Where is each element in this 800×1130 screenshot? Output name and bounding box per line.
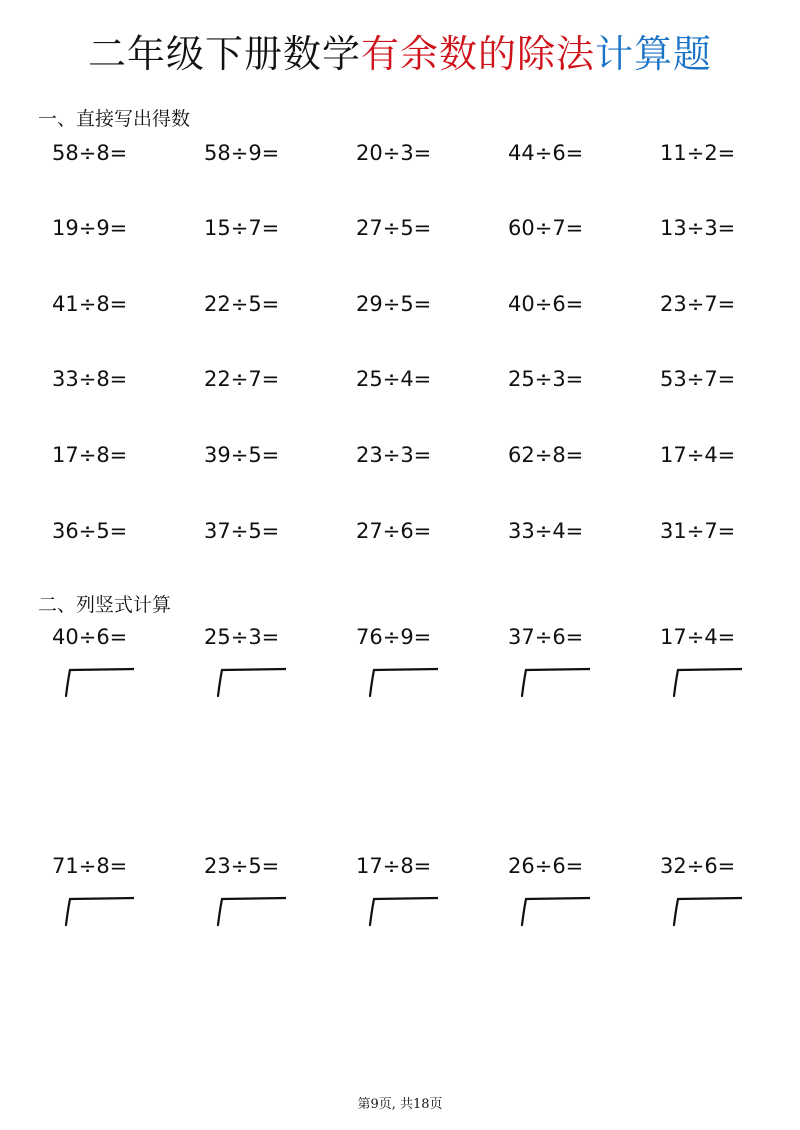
division-problem: 19÷9= <box>52 216 128 240</box>
division-problem: 25÷3= <box>508 367 584 391</box>
division-problem: 40÷6= <box>508 292 584 316</box>
long-division-bracket <box>212 666 284 696</box>
section1-row <box>52 138 772 168</box>
section2-row <box>52 622 772 652</box>
division-problem: 44÷6= <box>508 141 584 165</box>
long-division-bracket <box>516 666 588 696</box>
division-problem: 27÷6= <box>356 519 432 543</box>
division-problem: 36÷5= <box>52 519 128 543</box>
division-problem: 25÷3= <box>204 625 280 649</box>
division-problem: 76÷9= <box>356 625 432 649</box>
division-problem: 39÷5= <box>204 443 280 467</box>
long-division-bracket <box>60 895 132 925</box>
division-problem: 11÷2= <box>660 141 736 165</box>
page-footer: 第9页, 共18页 <box>357 1097 443 1112</box>
section2-row <box>52 851 772 881</box>
division-problem: 27÷5= <box>356 216 432 240</box>
division-problem: 62÷8= <box>508 443 584 467</box>
long-division-bracket <box>212 895 284 925</box>
division-problem: 40÷6= <box>52 625 128 649</box>
division-problem: 31÷7= <box>660 519 736 543</box>
section2-label: 二、列竖式计算 <box>38 594 172 616</box>
division-problem: 22÷5= <box>204 292 280 316</box>
section1-row <box>52 440 772 470</box>
long-division-bracket <box>516 895 588 925</box>
division-problem: 60÷7= <box>508 216 584 240</box>
long-division-bracket <box>364 666 436 696</box>
section1-row <box>52 516 772 546</box>
long-division-bracket <box>364 895 436 925</box>
division-problem: 25÷4= <box>356 367 432 391</box>
division-problem: 32÷6= <box>660 854 736 878</box>
division-problem: 17÷4= <box>660 443 736 467</box>
section1-row <box>52 213 772 243</box>
division-problem: 22÷7= <box>204 367 280 391</box>
division-problem: 58÷9= <box>204 141 280 165</box>
long-division-bracket <box>60 666 132 696</box>
division-problem: 23÷7= <box>660 292 736 316</box>
division-problem: 17÷4= <box>660 625 736 649</box>
title-part-type: 计算题 <box>595 32 713 76</box>
division-problem: 23÷3= <box>356 443 432 467</box>
title-part-grade: 二年级下册数学 <box>87 32 361 76</box>
page-title <box>0 28 800 80</box>
division-problem: 33÷4= <box>508 519 584 543</box>
division-problem: 37÷5= <box>204 519 280 543</box>
section1-row <box>52 289 772 319</box>
division-problem: 37÷6= <box>508 625 584 649</box>
title-part-topic: 有余数的除法 <box>360 32 595 76</box>
division-problem: 53÷7= <box>660 367 736 391</box>
division-problem: 15÷7= <box>204 216 280 240</box>
division-problem: 23÷5= <box>204 854 280 878</box>
division-problem: 29÷5= <box>356 292 432 316</box>
section1-row <box>52 364 772 394</box>
division-problem: 13÷3= <box>660 216 736 240</box>
section1-label: 一、直接写出得数 <box>38 108 191 130</box>
division-problem: 20÷3= <box>356 141 432 165</box>
long-division-bracket <box>668 895 740 925</box>
division-problem: 33÷8= <box>52 367 128 391</box>
division-problem: 17÷8= <box>356 854 432 878</box>
division-problem: 17÷8= <box>52 443 128 467</box>
long-division-bracket <box>668 666 740 696</box>
division-problem: 58÷8= <box>52 141 128 165</box>
division-problem: 71÷8= <box>52 854 128 878</box>
division-problem: 41÷8= <box>52 292 128 316</box>
division-problem: 26÷6= <box>508 854 584 878</box>
